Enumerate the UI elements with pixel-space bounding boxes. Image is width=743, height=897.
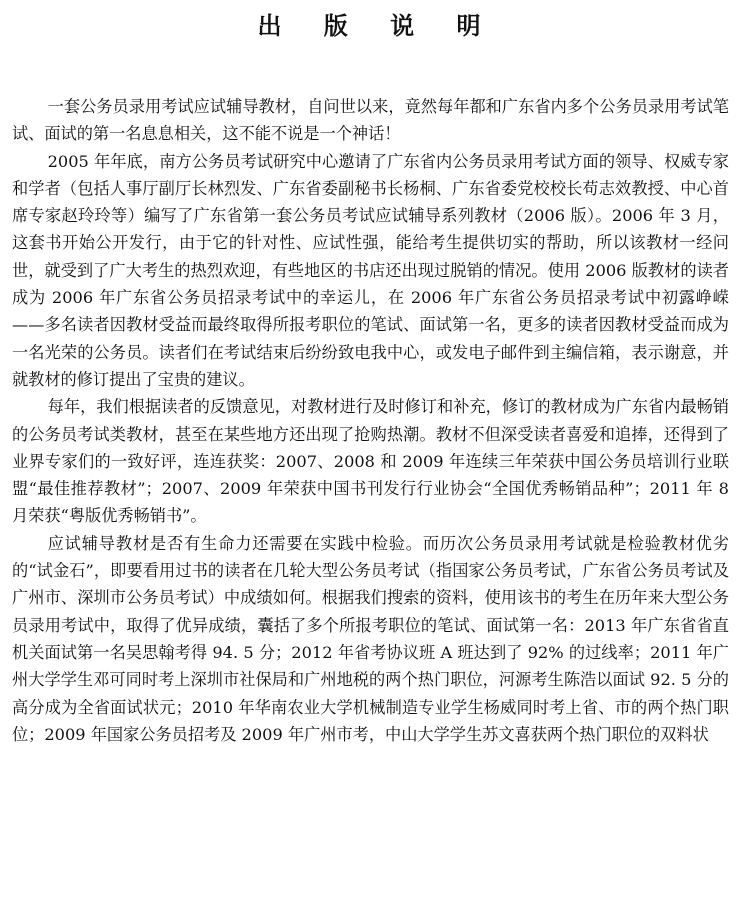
paragraph-3: 每年，我们根据读者的反馈意见，对教材进行及时修订和补充，修订的教材成为广东省内最畅销的公务员考试类教材，甚至在某些地方还出现了抢购热潮。教材不但深受读者喜爱和追捧，还得到了业界专家们的一致好评，连连获奖：2007、2008 和 2009 年连续三年荣获中国公务员培训行业联盟“最佳推荐教材”；2007、2009 年荣获中国书刊发行行业协会“全国优秀畅销品种”；2011 年 8 月荣获“粤版优秀畅销书”。: [12, 397, 729, 526]
page-title: 出 版 说 明: [257, 12, 498, 40]
paragraph-1: 一套公务员录用考试应试辅导教材，自问世以来，竟然每年都和广东省内多个公务员录用考试笔试、面试的第一名息息相关，这不能不说是一个神话！: [12, 97, 729, 144]
document-body: [12, 93, 729, 748]
paragraph-4: 应试辅导教材是否有生命力还需要在实践中检验。而历次公务员录用考试就是检验教材优劣的“试金石”，即要看用过书的读者在几轮大型公务员考试（指国家公务员考试，广东省公务员考试及广州市、深圳市公务员考试）中成绩如何。根据我们搜索的资料，使用该书的考生在历年来大型公务员录用考试中，取得了优异成绩，囊括了多个所报考职位的笔试、面试第一名：2013 年广东省省直机关面试第一名吴思翰考得 94. 5 分；2012 年省考协议班 A 班达到了 92% 的过线率；2011 年广州大学学生邓可同时考上深圳市社保局和广州地税的两个热门职位，河源考生陈浩以面试 92. 5 分的高分成为全省面试状元；2010 年华南农业大学机械制造专业学生杨威同时考上省、市的两个热门职位；2009 年国家公务员招考及 2009 年广州市考，中山大学学生苏文喜获两个热门职位的双料状: [12, 533, 729, 744]
paragraph-2: 2005 年年底，南方公务员考试研究中心邀请了广东省内公务员录用考试方面的领导、权威专家和学者（包括人事厅副厅长林烈发、广东省委副秘书长杨桐、广东省委党校校长苟志效教授、中心首席专家赵玲玲等）编写了广东省第一套公务员考试应试辅导系列教材（2006 版）。2006 年 3 月，这套书开始公开发行，由于它的针对性、应试性强，能给考生提供切实的帮助，所以该教材一经问世，就受到了广大考生的热烈欢迎，有些地区的书店还出现过脱销的情况。使用 2006 版教材的读者成为 2006 年广东省公务员招录考试中的幸运儿，在 2006 年广东省公务员招录考试中初露峥嵘——多名读者因教材受益而最终取得所报考职位的笔试、面试第一名，更多的读者因教材受益而成为一名光荣的公务员。读者们在考试结束后纷纷致电我中心，或发电子邮件到主编信箱，表示谢意，并就教材的修订提出了宝贵的建议。: [12, 151, 729, 389]
